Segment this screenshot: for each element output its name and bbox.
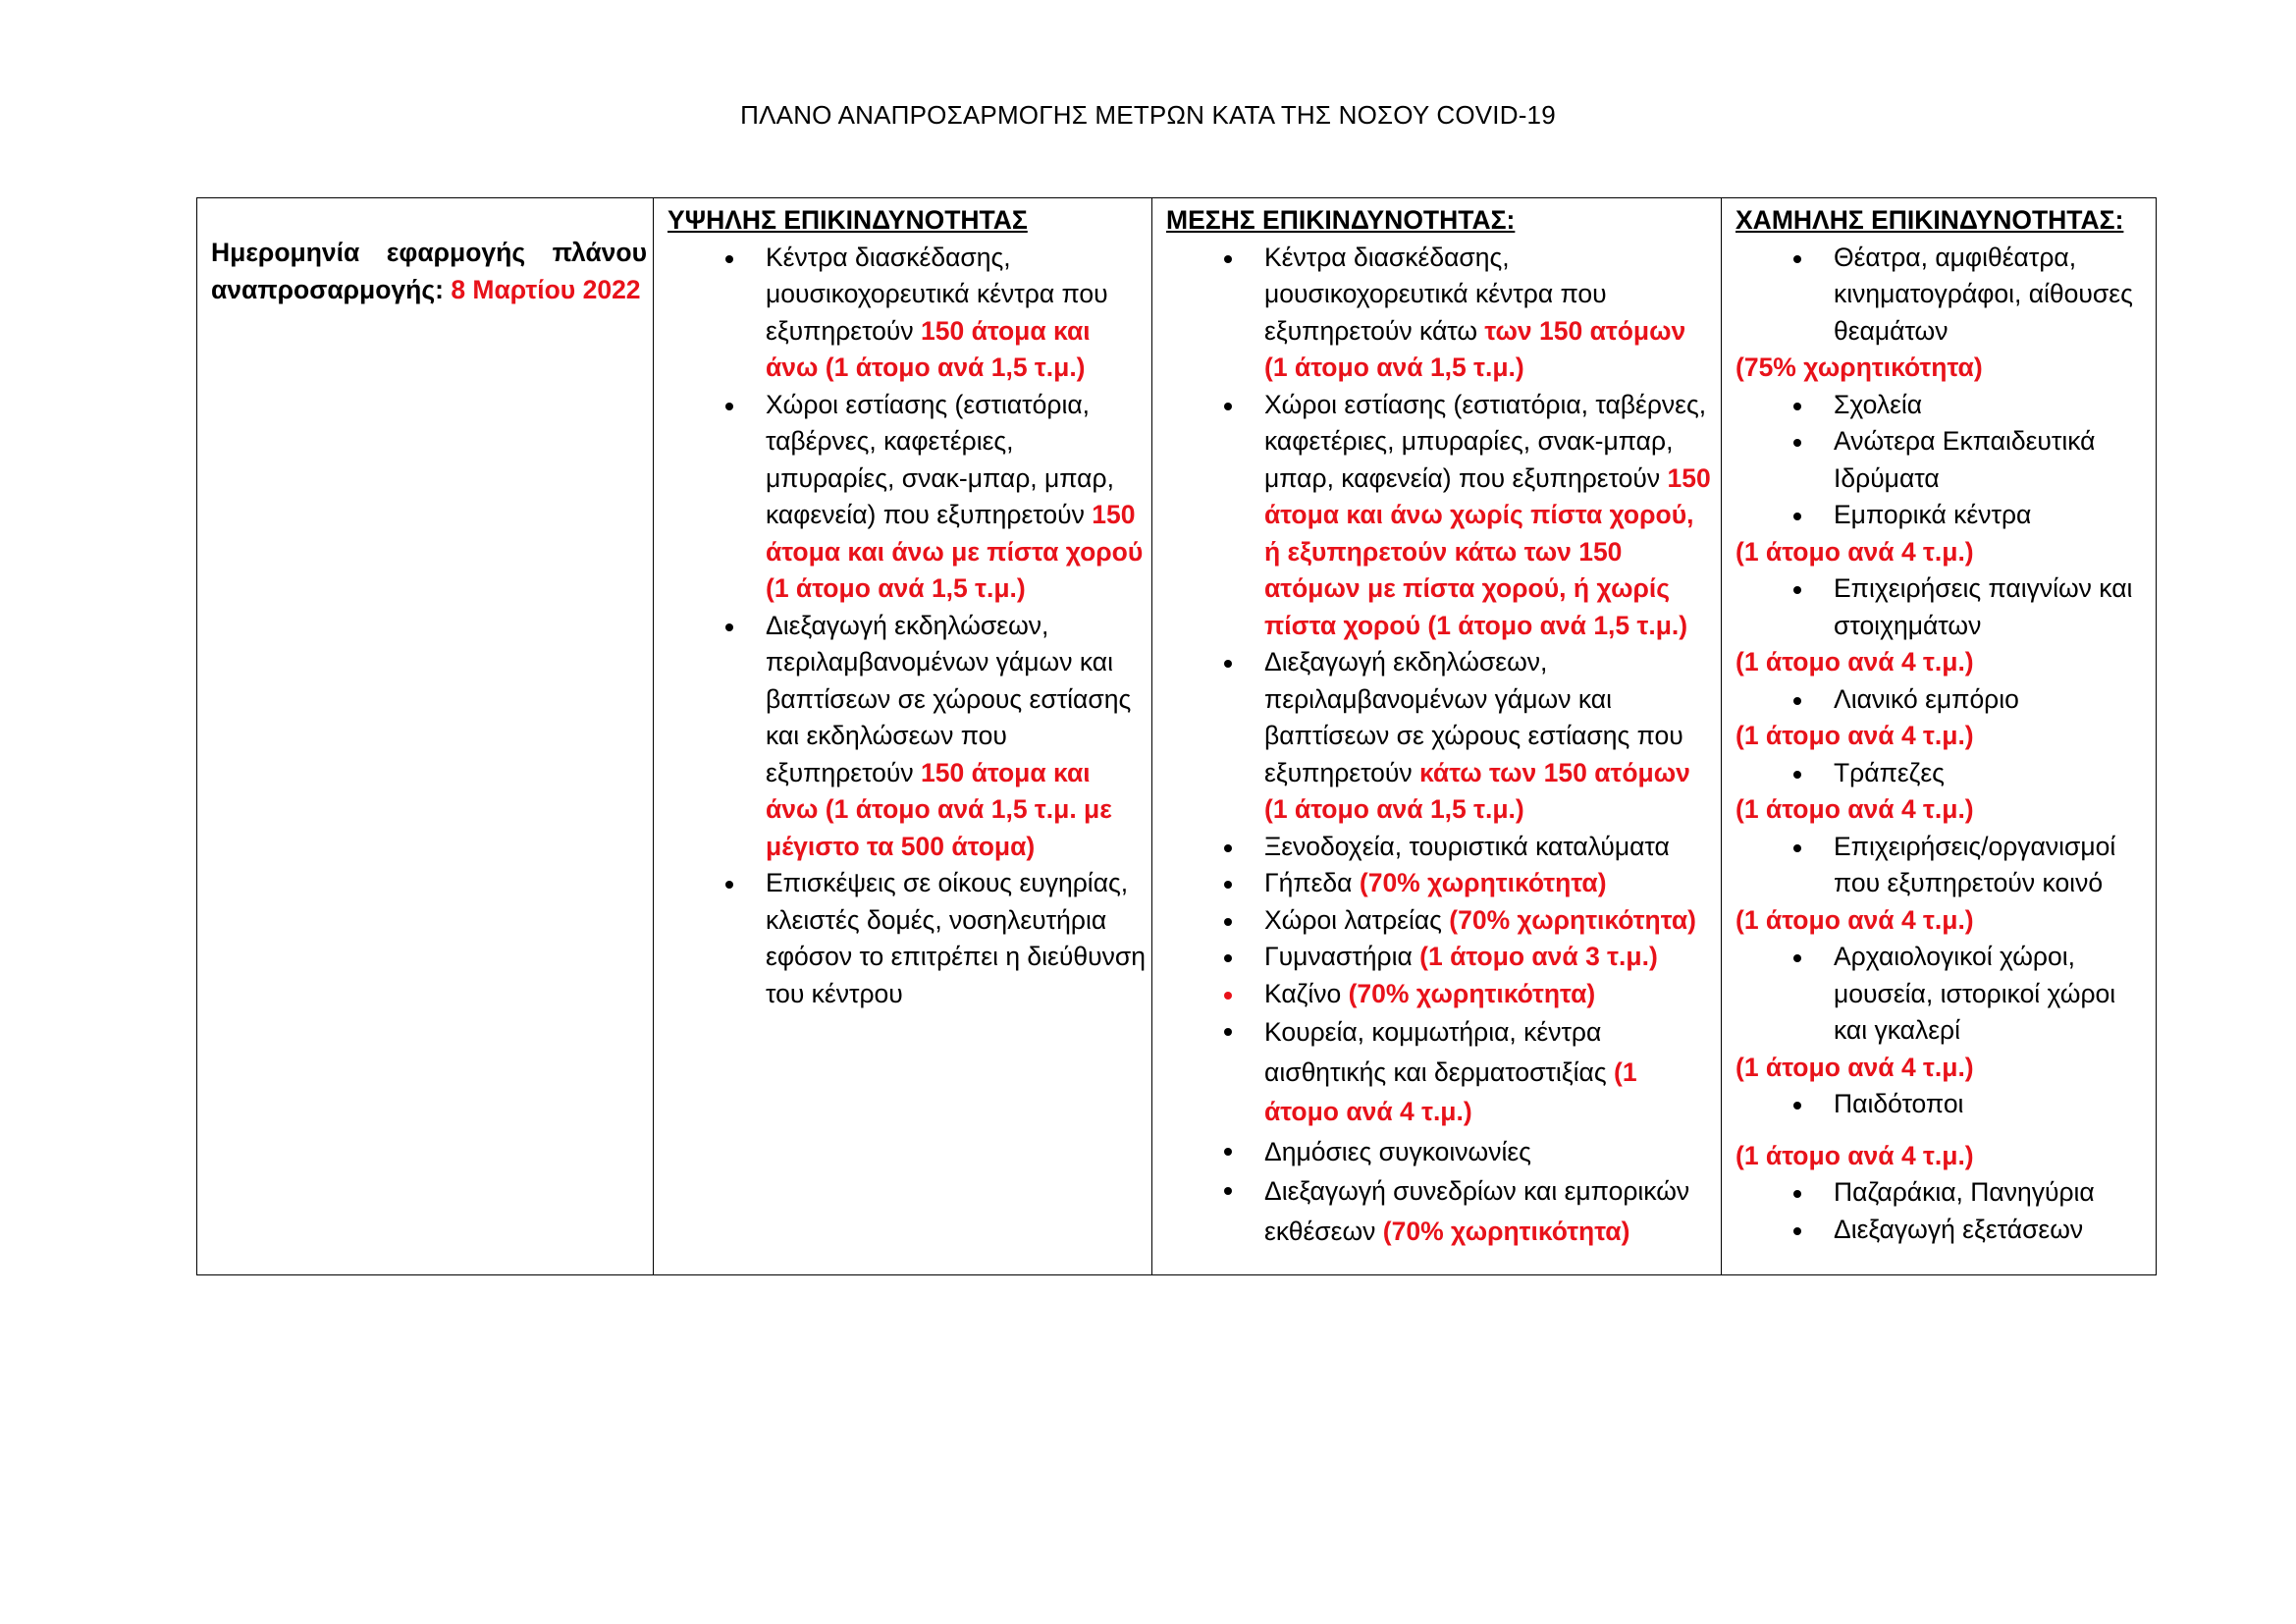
item-text: Χώροι λατρείας bbox=[1264, 904, 1450, 935]
list-item bbox=[1735, 1212, 2150, 1249]
bullet-icon bbox=[1224, 954, 1232, 962]
item-capacity: (1 άτομο ανά 1,5 τ.μ.) bbox=[766, 573, 1026, 603]
bullet-icon bbox=[1224, 844, 1232, 852]
bullet-icon bbox=[1793, 255, 1801, 263]
item-text: Σχολεία bbox=[1834, 389, 1923, 419]
bullet-icon bbox=[1793, 1227, 1801, 1235]
item-text: Ανώτερα Εκπαιδευτικά Ιδρύματα bbox=[1834, 426, 2096, 493]
list-item bbox=[1735, 497, 2150, 534]
low-risk-list bbox=[1735, 387, 2150, 534]
item-text: Επισκέψεις σε οίκους ευγηρίας, κλειστές δομές, νοσηλευτήρια εφόσον το επιτρέπει η διεύθυνση του κέντρου bbox=[766, 868, 1146, 1008]
bullet-icon bbox=[725, 255, 733, 263]
capacity-note: (1 άτομο ανά 4 τ.μ.) bbox=[1735, 721, 1974, 750]
bullet-icon bbox=[1224, 992, 1232, 1000]
date-label: Ημερομηνία εφαρμογής πλάνου αναπροσαρμογής: bbox=[211, 238, 647, 304]
item-text: Καζίνο bbox=[1264, 978, 1349, 1008]
bullet-icon bbox=[1793, 586, 1801, 594]
list-item bbox=[1735, 829, 2150, 902]
item-text: Παιδότοποι bbox=[1834, 1089, 1964, 1118]
item-capacity: 150 άτομα και άνω (1 άτομο ανά 1,5 τ.μ.) bbox=[766, 315, 1091, 382]
list-item bbox=[1166, 829, 1715, 866]
item-text: Παζαράκια, Πανηγύρια bbox=[1834, 1177, 2095, 1207]
high-risk-list bbox=[667, 240, 1146, 1013]
item-text: Γυμναστήρια bbox=[1264, 942, 1420, 971]
item-text: Κέντρα διασκέδασης, μουσικοχορευτικά κέντρα που εξυπηρετούν bbox=[766, 242, 1108, 346]
low-risk-list bbox=[1735, 939, 2150, 1050]
list-item bbox=[1735, 570, 2150, 644]
bullet-icon bbox=[725, 403, 733, 410]
item-text: Γήπεδα bbox=[1264, 868, 1360, 897]
bullet-icon bbox=[1224, 1187, 1232, 1195]
date-value: 8 Μαρτίου 2022 bbox=[451, 274, 641, 304]
bullet-icon bbox=[1793, 1190, 1801, 1198]
measures-table bbox=[196, 197, 2157, 1275]
item-text: Εμπορικά κέντρα bbox=[1834, 500, 2032, 529]
list-item bbox=[1735, 423, 2150, 497]
item-text: Αρχαιολογικοί χώροι, μουσεία, ιστορικοί χώροι και γκαλερί bbox=[1834, 942, 2116, 1045]
item-text: Διεξαγωγή εξετάσεων bbox=[1834, 1214, 2084, 1244]
list-item bbox=[1735, 939, 2150, 1050]
capacity-note: (1 άτομο ανά 4 τ.μ.) bbox=[1735, 1052, 1974, 1082]
item-capacity: (1 άτομο ανά 4 τ.μ.) bbox=[1264, 1056, 1637, 1126]
medium-risk-cell bbox=[1152, 198, 1722, 1275]
item-text: Θέατρα, αμφιθέατρα, κινηματογράφοι, αίθουσες θεαμάτων bbox=[1834, 242, 2133, 346]
item-capacity: (70% χωρητικότητα) bbox=[1449, 904, 1696, 935]
list-item bbox=[1166, 976, 1715, 1013]
item-text: Χώροι εστίασης (εστιατόρια, ταβέρνες, καφετέριες, μπυραρίες, σνακ-μπαρ, μπαρ, καφενεία) που εξυπηρετούν bbox=[766, 389, 1114, 529]
list-item bbox=[1166, 902, 1715, 940]
item-text: Διεξαγωγή εκδηλώσεων, περιλαμβανομένων γάμων και βαπτίσεων σε χώρους εστίασης που εξυπηρετούν bbox=[1264, 647, 1683, 787]
item-text: Δημόσιες συγκοινωνίες bbox=[1264, 1136, 1531, 1166]
bullet-icon bbox=[1793, 439, 1801, 447]
item-text: Χώροι εστίασης (εστιατόρια, ταβέρνες, καφετέριες, μπυραρίες, σνακ-μπαρ, μπαρ, καφενεία) που εξυπηρετούν bbox=[1264, 389, 1707, 493]
list-item bbox=[1735, 755, 2150, 792]
capacity-note: (1 άτομο ανά 4 τ.μ.) bbox=[1735, 536, 1974, 567]
low-risk-cell bbox=[1722, 198, 2157, 1275]
bullet-icon bbox=[1224, 403, 1232, 410]
item-text: Κέντρα διασκέδασης, μουσικοχορευτικά κέντρα που εξυπηρετούν κάτω bbox=[1264, 242, 1607, 346]
bullet-icon bbox=[1224, 1028, 1232, 1036]
bullet-icon bbox=[1224, 255, 1232, 263]
bullet-icon bbox=[1793, 403, 1801, 410]
bullet-icon bbox=[1224, 881, 1232, 889]
capacity-note: (1 άτομο ανά 4 τ.μ.) bbox=[1735, 647, 1974, 677]
item-capacity: (1 άτομο ανά 3 τ.μ.) bbox=[1419, 942, 1658, 971]
item-text: Επιχειρήσεις παιγνίων και στοιχημάτων bbox=[1834, 573, 2133, 640]
high-risk-cell bbox=[654, 198, 1152, 1275]
bullet-icon bbox=[1793, 954, 1801, 962]
item-capacity: κάτω των 150 ατόμων (1 άτομο ανά 1,5 τ.μ.) bbox=[1264, 757, 1690, 824]
effective-date bbox=[211, 198, 647, 308]
list-item bbox=[1166, 939, 1715, 976]
bullet-icon bbox=[1224, 660, 1232, 668]
medium-risk-heading: ΜΕΣΗΣ ΕΠΙΚΙΝΔΥΝΟΤΗΤΑΣ: bbox=[1166, 205, 1516, 235]
low-risk-list bbox=[1735, 829, 2150, 902]
bullet-icon bbox=[1793, 697, 1801, 705]
item-capacity: (70% χωρητικότητα) bbox=[1382, 1216, 1630, 1246]
bullet-icon bbox=[1224, 1148, 1232, 1156]
capacity-note: (75% χωρητικότητα) bbox=[1735, 352, 1983, 382]
list-item bbox=[667, 240, 1146, 387]
low-risk-list bbox=[1735, 755, 2150, 792]
bullet-icon bbox=[1793, 771, 1801, 779]
low-risk-list bbox=[1735, 570, 2150, 644]
low-risk-list bbox=[1735, 1174, 2150, 1248]
medium-risk-list bbox=[1166, 240, 1715, 1252]
bullet-icon bbox=[1793, 513, 1801, 520]
bullet-icon bbox=[1793, 1102, 1801, 1110]
item-capacity: 150 άτομα και άνω (1 άτομο ανά 1,5 τ.μ. με μέγιστο τα 500 άτομα) bbox=[766, 757, 1112, 861]
list-item bbox=[1735, 1086, 2150, 1123]
list-item bbox=[1166, 1012, 1715, 1132]
bullet-icon bbox=[1224, 918, 1232, 926]
capacity-note: (1 άτομο ανά 4 τ.μ.) bbox=[1735, 794, 1974, 824]
spacer bbox=[1735, 1123, 2150, 1138]
item-text: Διεξαγωγή εκδηλώσεων, περιλαμβανομένων γάμων και βαπτίσεων σε χώρους εστίασης και εκδηλώσεων που εξυπηρετούν bbox=[766, 610, 1132, 787]
list-item bbox=[667, 608, 1146, 866]
low-risk-list bbox=[1735, 1086, 2150, 1123]
list-item bbox=[1166, 387, 1715, 645]
date-cell bbox=[197, 198, 654, 1275]
list-item bbox=[1166, 1171, 1715, 1251]
item-capacity: των 150 ατόμων (1 άτομο ανά 1,5 τ.μ.) bbox=[1264, 315, 1686, 382]
list-item bbox=[1166, 1132, 1715, 1172]
list-item bbox=[1735, 387, 2150, 424]
list-item bbox=[667, 865, 1146, 1012]
item-capacity: 150 άτομα και άνω χωρίς πίστα χορού, ή εξυπηρετούν κάτω των 150 ατόμων με πίστα χορού, ή χωρίς πίστα χορού (1 άτομο ανά 1,5 τ.μ.) bbox=[1264, 462, 1711, 640]
low-risk-list bbox=[1735, 240, 2150, 351]
list-item bbox=[1735, 1174, 2150, 1212]
list-item bbox=[1735, 681, 2150, 719]
item-text: Τράπεζες bbox=[1834, 757, 1945, 787]
low-risk-list bbox=[1735, 681, 2150, 719]
capacity-note: (1 άτομο ανά 4 τ.μ.) bbox=[1735, 1140, 1974, 1170]
item-text: Κουρεία, κομμωτήρια, κέντρα αισθητικής και δερματοστιξίας bbox=[1264, 1017, 1614, 1087]
list-item bbox=[1735, 240, 2150, 351]
list-item bbox=[667, 387, 1146, 608]
item-capacity: (70% χωρητικότητα) bbox=[1359, 868, 1607, 897]
list-item bbox=[1166, 865, 1715, 902]
document-title: ΠΛΑΝΟ ΑΝΑΠΡΟΣΑΡΜΟΓΗΣ ΜΕΤΡΩΝ ΚΑΤΑ ΤΗΣ ΝΟΣΟΥ COVID-19 bbox=[740, 100, 1556, 130]
bullet-icon bbox=[725, 623, 733, 631]
bullet-icon bbox=[725, 881, 733, 889]
list-item bbox=[1166, 644, 1715, 829]
item-capacity: 150 άτομα και άνω με πίστα χορού bbox=[766, 500, 1144, 567]
item-text: Επιχειρήσεις/οργανισμοί που εξυπηρετούν κοινό bbox=[1834, 831, 2116, 897]
low-risk-heading: ΧΑΜΗΛΗΣ ΕΠΙΚΙΝΔΥΝΟΤΗΤΑΣ: bbox=[1735, 205, 2124, 235]
item-text: Ξενοδοχεία, τουριστικά καταλύματα bbox=[1264, 831, 1670, 861]
item-text: Λιανικό εμπόριο bbox=[1834, 683, 2019, 714]
capacity-note: (1 άτομο ανά 4 τ.μ.) bbox=[1735, 904, 1974, 935]
item-text: Διεξαγωγή συνεδρίων και εμπορικών εκθέσεων bbox=[1264, 1176, 1690, 1246]
item-capacity: (70% χωρητικότητα) bbox=[1348, 978, 1596, 1008]
high-risk-heading: ΥΨΗΛΗΣ ΕΠΙΚΙΝΔΥΝΟΤΗΤΑΣ bbox=[667, 205, 1028, 235]
list-item bbox=[1166, 240, 1715, 387]
table-row bbox=[197, 198, 2157, 1275]
bullet-icon bbox=[1793, 844, 1801, 852]
